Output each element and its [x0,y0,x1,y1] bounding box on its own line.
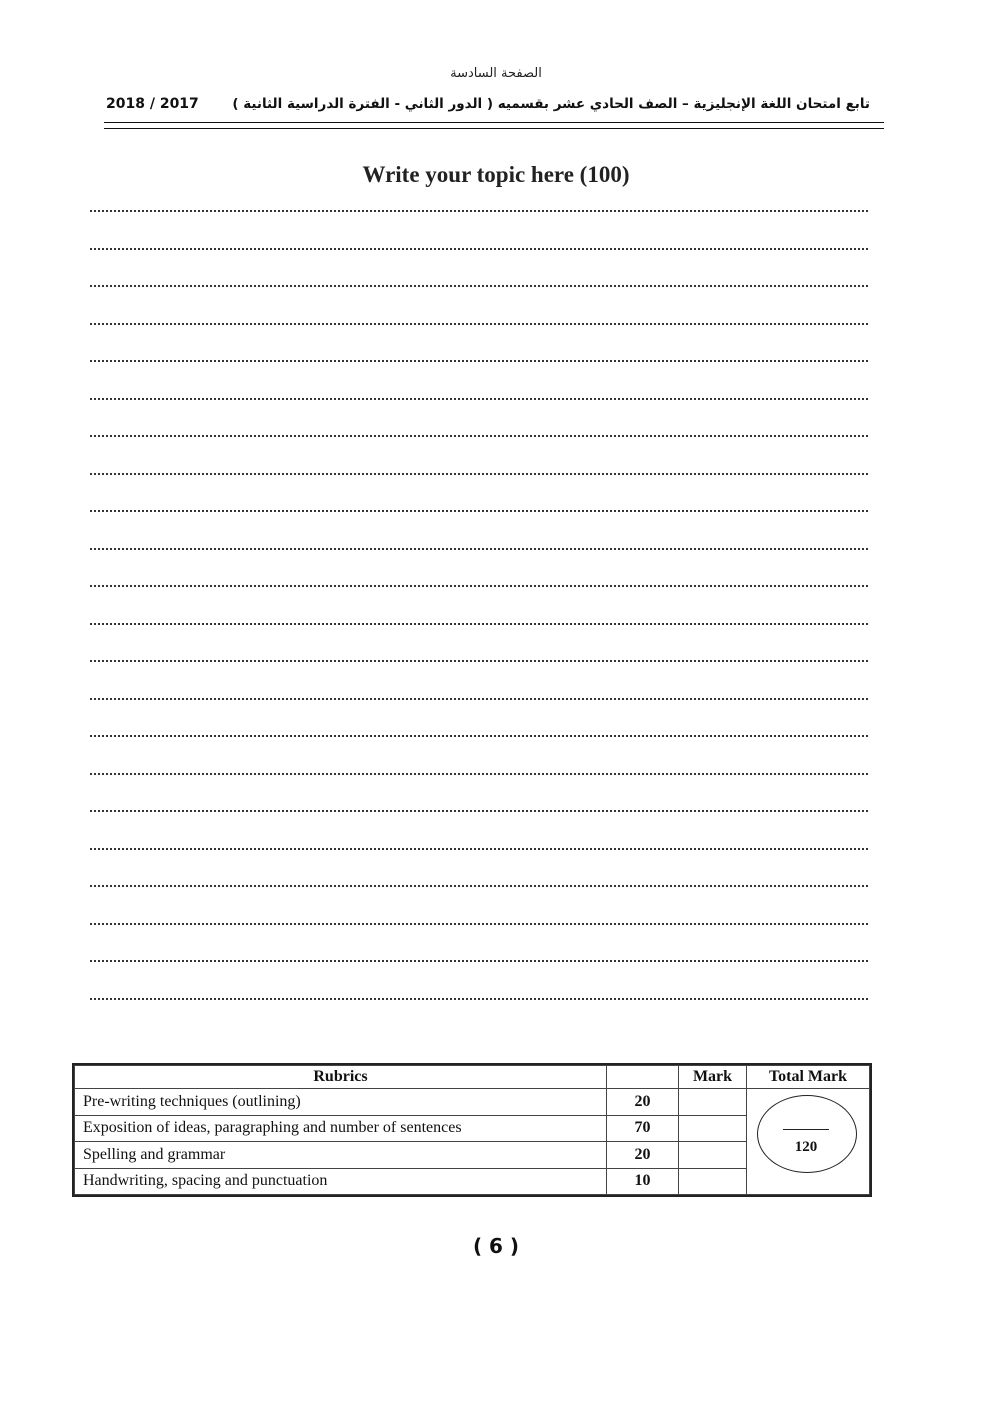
writing-line[interactable] [90,617,874,655]
writing-line[interactable] [90,392,874,430]
writing-line[interactable] [90,542,874,580]
rubrics-header-row [75,1066,870,1089]
rubric-label: Pre-writing techniques (outlining) [75,1089,607,1116]
rubric-max: 20 [607,1142,679,1169]
total-mark-cell [747,1089,870,1195]
exam-header [106,96,870,112]
writing-line[interactable] [90,729,874,767]
writing-line[interactable] [90,917,874,955]
page-label: الصفحة السادسة [450,66,542,81]
writing-line[interactable] [90,504,874,542]
rubric-mark-field[interactable] [679,1168,747,1195]
exam-year: 2018 / 2017 [106,96,199,112]
writing-line[interactable] [90,842,874,880]
rubric-label: Handwriting, spacing and punctuation [75,1168,607,1195]
writing-line[interactable] [90,317,874,355]
rubric-mark-field[interactable] [679,1142,747,1169]
rubric-label: Exposition of ideas, paragraphing and number of sentences [75,1115,607,1142]
total-mark-oval [757,1095,857,1173]
rubrics-header: Rubrics [75,1066,607,1089]
writing-line[interactable] [90,879,874,917]
header-divider [104,122,884,123]
writing-line[interactable] [90,954,874,992]
writing-line[interactable] [90,654,874,692]
writing-line[interactable] [90,767,874,805]
writing-line[interactable] [90,279,874,317]
total-mark-header: Total Mark [747,1066,870,1089]
writing-line[interactable] [90,354,874,392]
rubric-label: Spelling and grammar [75,1142,607,1169]
rubric-mark-field[interactable] [679,1115,747,1142]
writing-line[interactable] [90,467,874,505]
total-mark-rule[interactable] [783,1129,829,1130]
header-divider-secondary [104,128,884,129]
max-header [607,1066,679,1089]
rubric-max: 20 [607,1089,679,1116]
exam-title: تابع امتحان اللغة الإنجليزية – الصف الحادي عشر بقسميه ( الدور الثاني - الفترة الدراسية الثانية ) [232,96,870,112]
writing-area[interactable] [90,204,874,1029]
total-mark-value: 120 [794,1139,818,1155]
writing-line[interactable] [90,204,874,242]
rubric-mark-field[interactable] [679,1089,747,1116]
page-number: ( 6 ) [472,1234,520,1258]
rubrics-table [72,1063,872,1197]
writing-line[interactable] [90,429,874,467]
rubric-max: 10 [607,1168,679,1195]
writing-line[interactable] [90,692,874,730]
writing-line[interactable] [90,242,874,280]
table-row [75,1089,870,1116]
mark-header: Mark [679,1066,747,1089]
topic-title: Write your topic here (100) [362,162,630,187]
writing-line[interactable] [90,804,874,842]
writing-line[interactable] [90,992,874,1030]
writing-line[interactable] [90,579,874,617]
rubric-max: 70 [607,1115,679,1142]
